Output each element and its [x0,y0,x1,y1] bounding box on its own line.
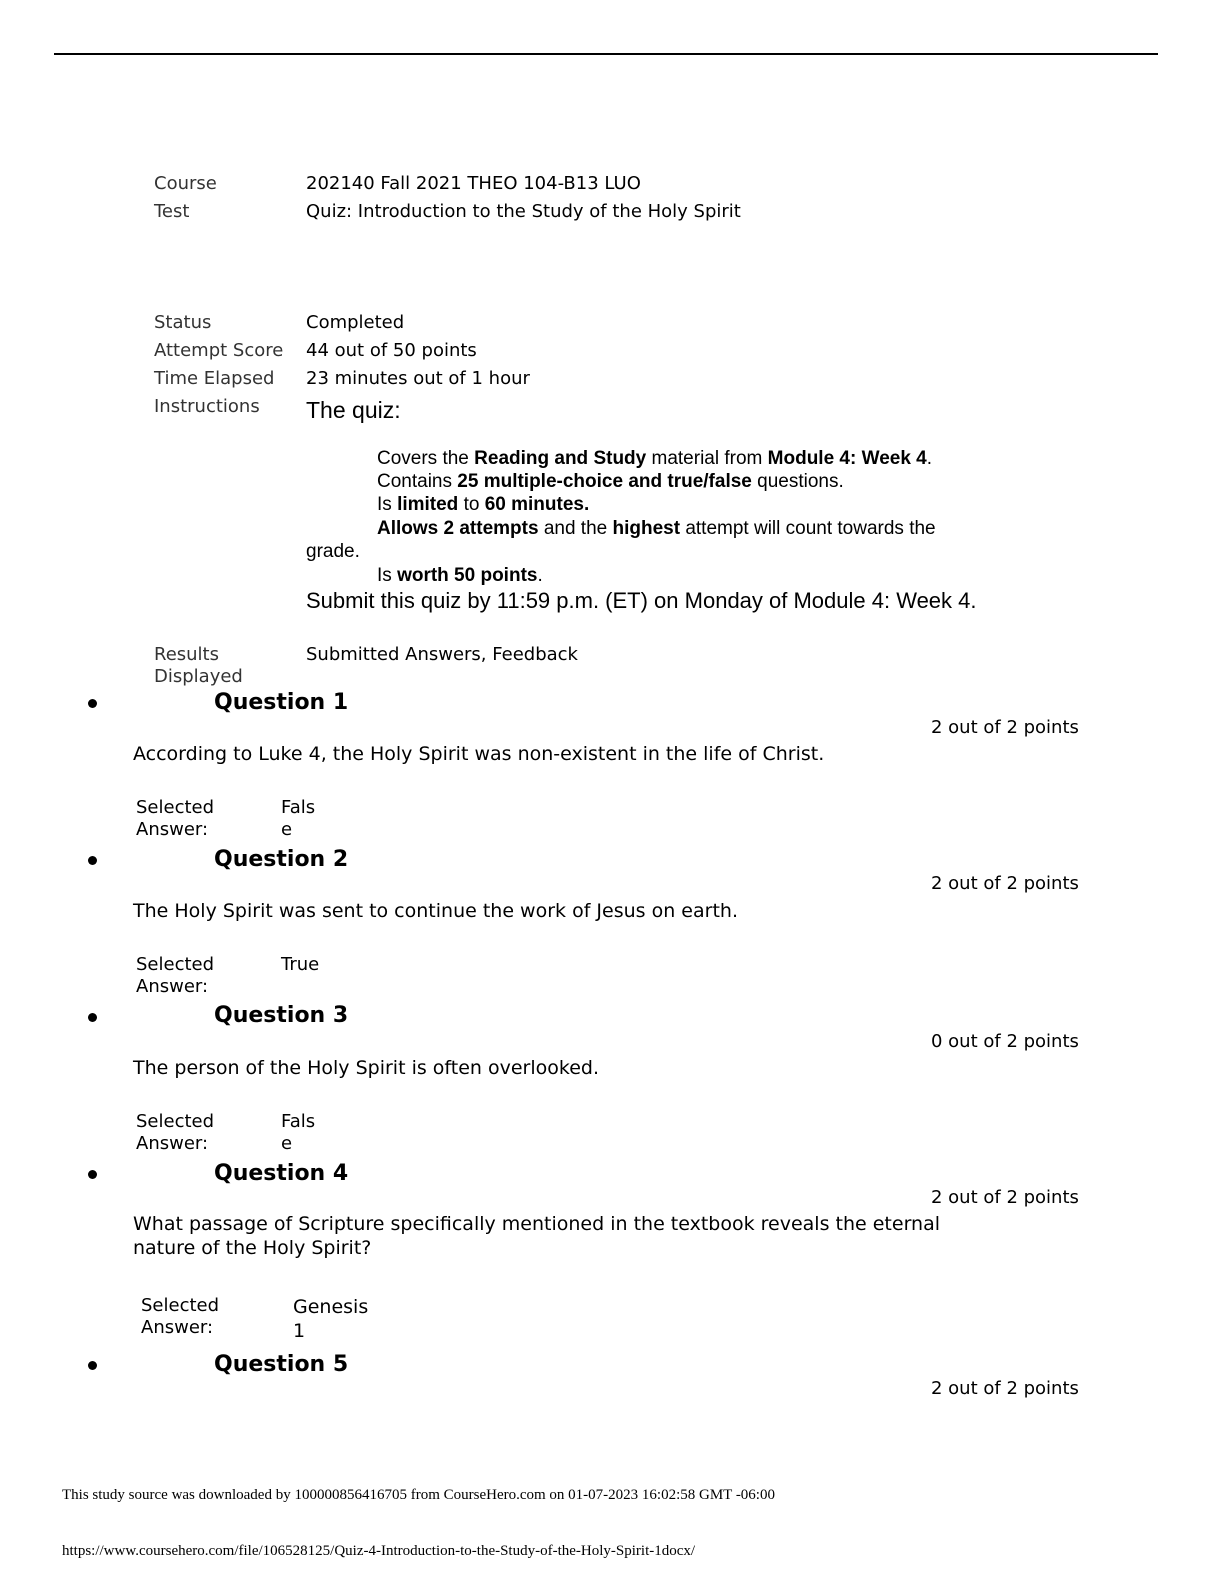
status-value: Completed [306,312,405,333]
question-points: 0 out of 2 points [931,1031,1079,1052]
selected-answer-value: False [281,1111,316,1154]
instruction-limit: Is limited to 60 minutes. [377,494,590,515]
instructions-heading: The quiz: [306,397,401,423]
selected-answer-label: Selected Answer: [141,1295,220,1338]
results-displayed-value: Submitted Answers, Feedback [306,644,578,665]
time-elapsed-value: 23 minutes out of 1 hour [306,368,530,389]
question-points: 2 out of 2 points [931,873,1079,894]
course-value: 202140 Fall 2021 THEO 104-B13 LUO [306,173,641,194]
bullet-icon [88,1170,97,1179]
instruction-worth: Is worth 50 points. [377,565,543,586]
question-text: The Holy Spirit was sent to continue the work of Jesus on earth. [133,900,738,922]
status-label: Status [154,312,212,333]
question-points: 2 out of 2 points [931,717,1079,738]
question-text: According to Luke 4, the Holy Spirit was non-existent in the life of Christ. [133,743,825,765]
footer-url: https://www.coursehero.com/file/106528125/Quiz-4-Introduction-to-the-Study-of-the-Holy-Spirit-1docx/ [62,1543,696,1559]
instruction-attempts-cont: grade. [306,541,360,562]
results-displayed-label: Results Displayed [154,644,243,687]
bullet-icon [88,699,97,708]
instructions-label: Instructions [154,396,260,417]
bullet-icon [88,856,97,865]
bullet-icon [88,1361,97,1370]
selected-answer-value: Genesis 1 [293,1296,369,1342]
question-title: Question 1 [214,690,349,715]
question-text: The person of the Holy Spirit is often overlooked. [133,1057,600,1079]
attempt-score-value: 44 out of 50 points [306,340,477,361]
selected-answer-value: False [281,797,316,840]
test-value: Quiz: Introduction to the Study of the Holy Spirit [306,201,741,222]
question-points: 2 out of 2 points [931,1378,1079,1399]
question-title: Question 3 [214,1003,349,1028]
instruction-attempts: Allows 2 attempts and the highest attempt will count towards the [377,518,936,539]
selected-answer-label: Selected Answer: [136,1111,215,1154]
question-title: Question 2 [214,847,349,872]
instruction-submit: Submit this quiz by 11:59 p.m. (ET) on Monday of Module 4: Week 4. [306,588,977,613]
question-text: What passage of Scripture specifically mentioned in the textbook reveals the eternal nature of the Holy Spirit? [133,1213,941,1259]
test-label: Test [154,201,190,222]
question-title: Question 5 [214,1352,349,1377]
course-label: Course [154,173,217,194]
instruction-covers: Covers the Reading and Study material from Module 4: Week 4. [377,448,933,469]
bullet-icon [88,1013,97,1022]
instruction-contains: Contains 25 multiple-choice and true/false questions. [377,471,844,492]
selected-answer-label: Selected Answer: [136,797,215,840]
top-rule [54,53,1158,55]
attempt-score-label: Attempt Score [154,340,284,361]
selected-answer-label: Selected Answer: [136,954,215,997]
question-points: 2 out of 2 points [931,1187,1079,1208]
question-title: Question 4 [214,1161,349,1186]
selected-answer-value: True [281,954,320,975]
footer-source-note: This study source was downloaded by 100000856416705 from CourseHero.com on 01-07-2023 16:02:58 GMT -06:00 [62,1487,775,1503]
time-elapsed-label: Time Elapsed [154,368,275,389]
